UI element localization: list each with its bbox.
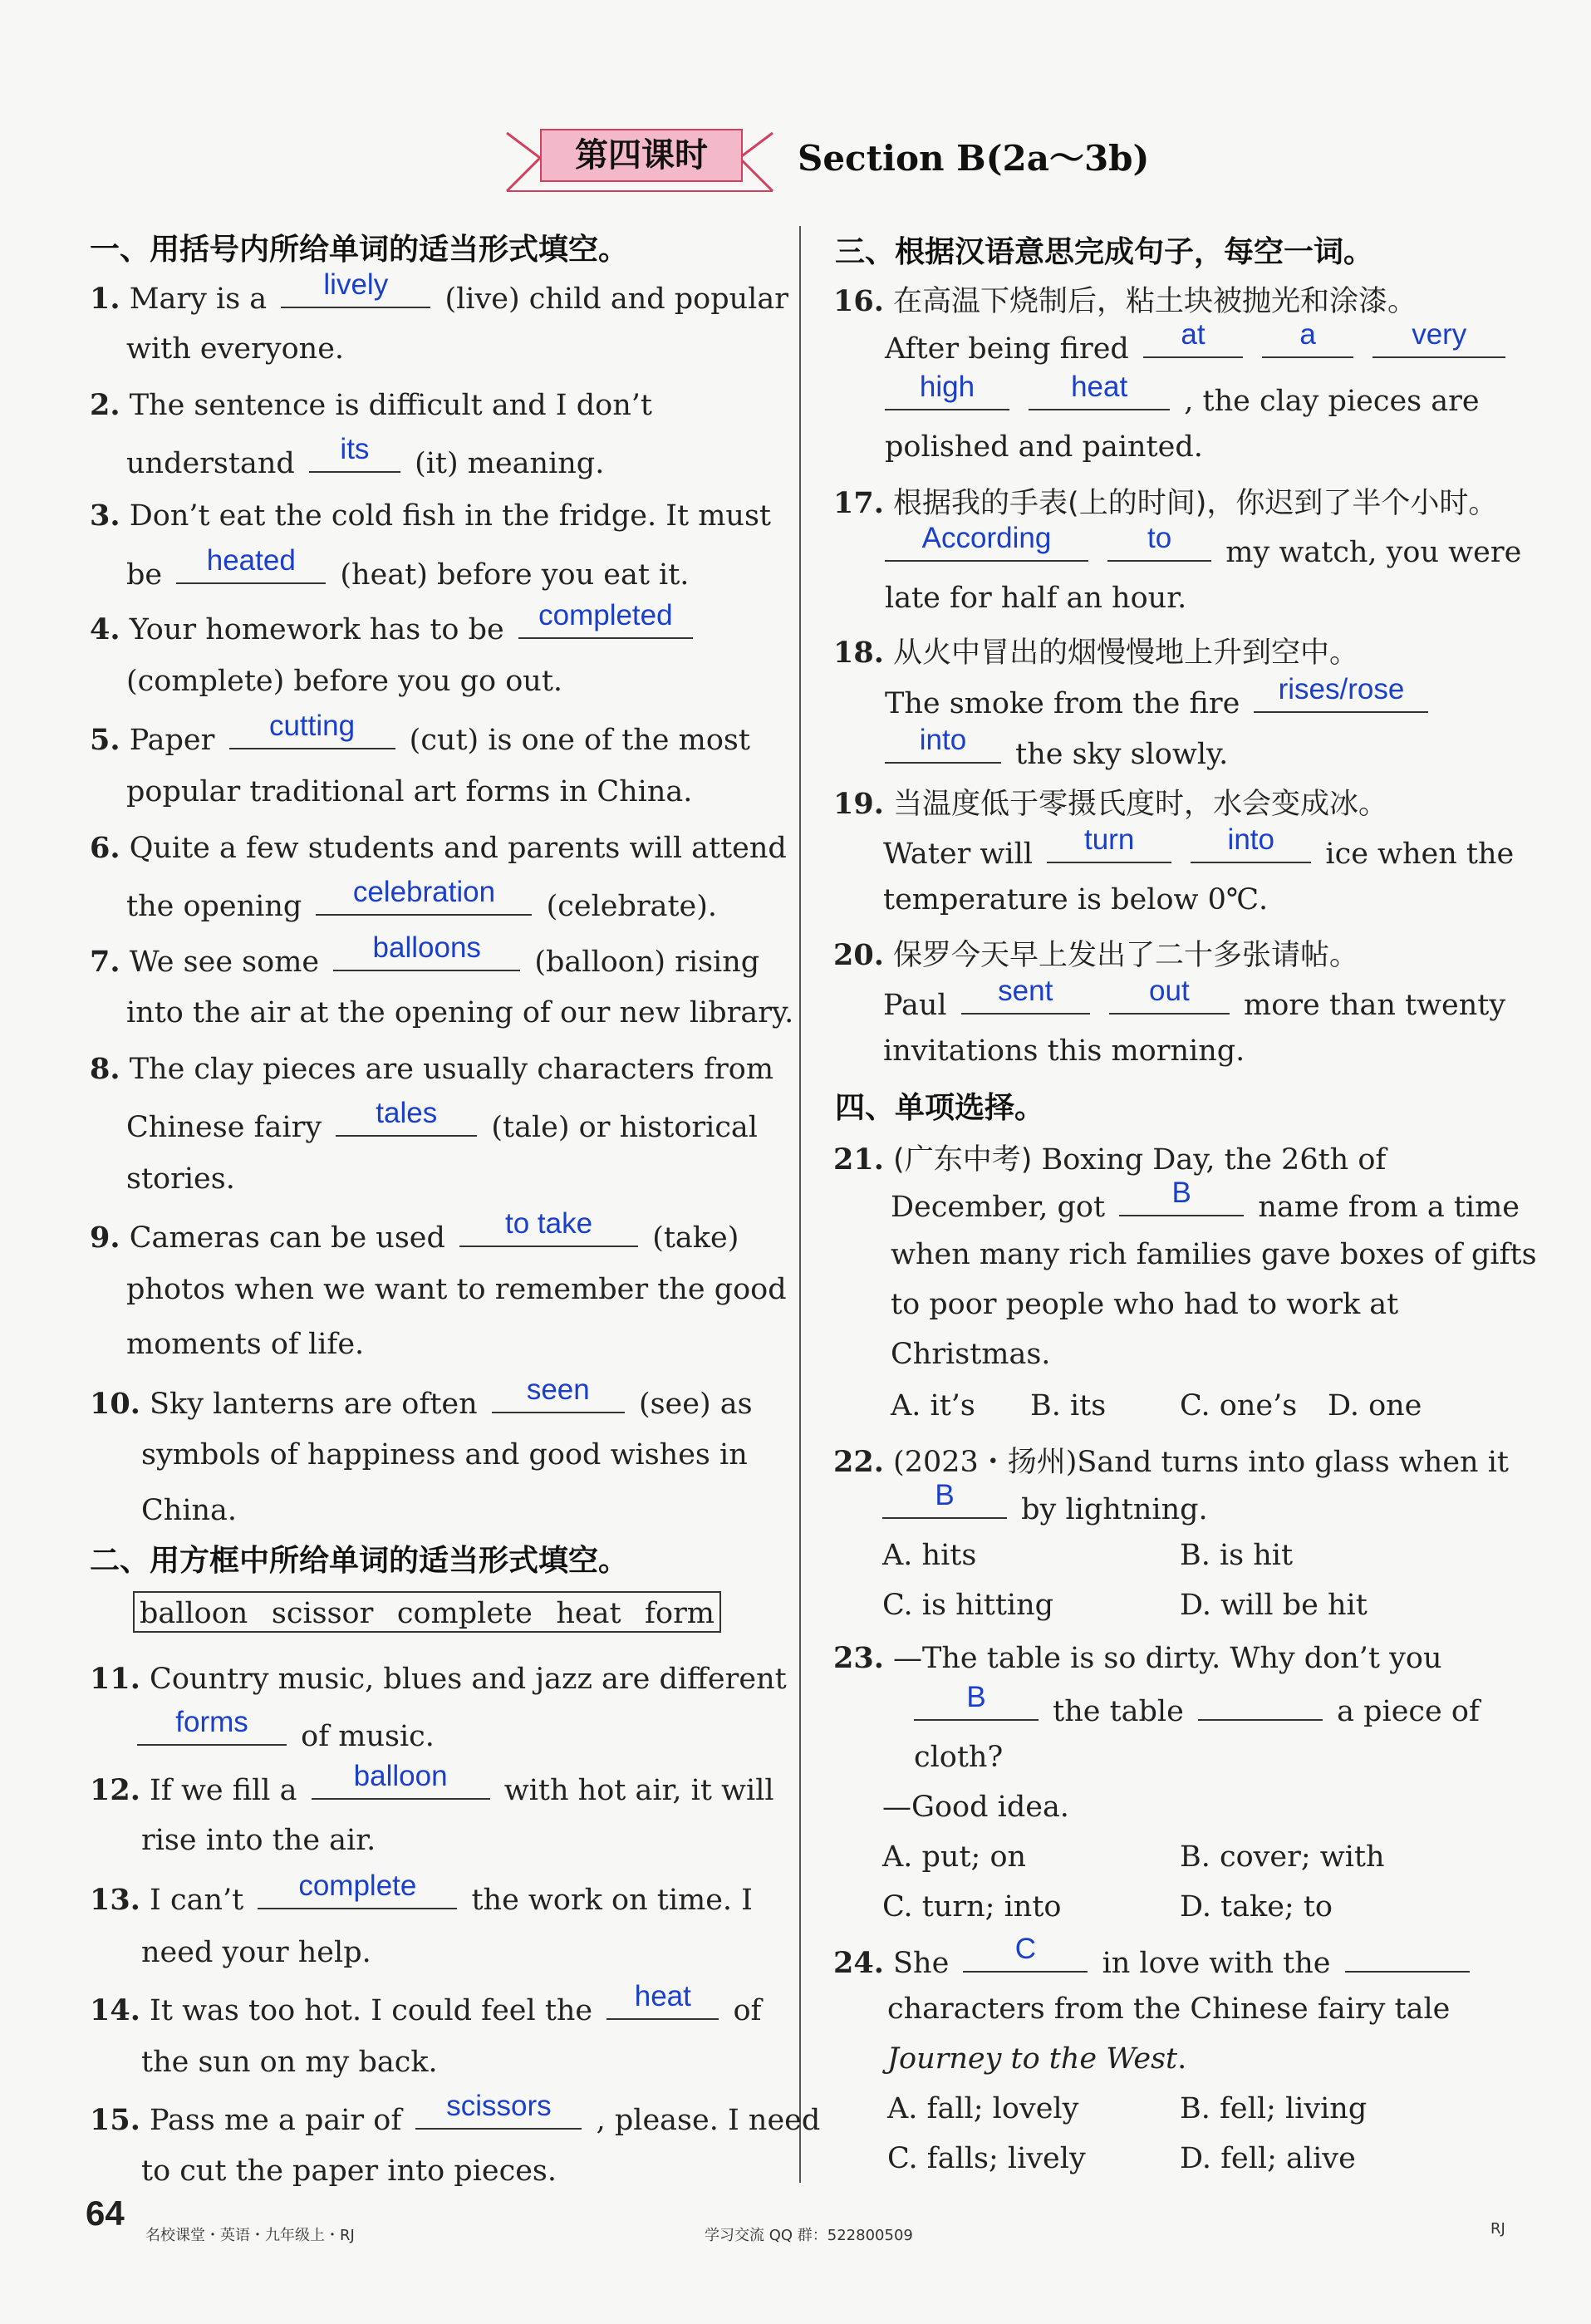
q24-num: 24. [833, 1946, 884, 1980]
column-divider [799, 226, 801, 2183]
q18-text-a: The smoke from the fire [885, 687, 1240, 720]
q10-answer: seen [526, 1373, 590, 1406]
q9-line3: moments of life. [126, 1328, 365, 1361]
q22-line1 [833, 1439, 1509, 1481]
q16-blank2[interactable] [1262, 318, 1353, 358]
q20-answer2: out [1149, 975, 1190, 1007]
q11-num: 11. [90, 1662, 140, 1696]
q22-option-d[interactable]: D. will be hit [1180, 1589, 1368, 1622]
q8-text-a: The clay pieces are usually characters from [129, 1053, 774, 1086]
q3-blank[interactable] [176, 544, 326, 584]
q23-blank2[interactable] [1198, 1691, 1323, 1721]
q22-option-a[interactable]: A. hits [882, 1539, 977, 1572]
q9-text-a: Cameras can be used [129, 1221, 445, 1255]
q19-blank1[interactable] [1047, 823, 1171, 863]
q23-text-a: —The table is so dirty. Why don’t you [893, 1642, 1442, 1675]
q15-answer: scissors [446, 2090, 552, 2122]
word-scissor: scissor [271, 1597, 374, 1630]
q23-line4: —Good idea. [882, 1791, 1069, 1824]
q14-line2: the sun on my back. [141, 2046, 438, 2079]
q13-text-a: I can’t [150, 1884, 244, 1917]
q19-text-b: ice when the [1325, 838, 1515, 871]
q23-option-d[interactable]: D. take; to [1180, 1890, 1333, 1924]
q7-line1 [90, 931, 760, 979]
q23-option-c[interactable]: C. turn; into [882, 1890, 1062, 1924]
q18-answer1: rises/rose [1278, 673, 1405, 705]
q12-text-b: with hot air, it will [503, 1774, 774, 1807]
q23-option-a[interactable]: A. put; on [882, 1840, 1027, 1874]
q18-text-b: the sky slowly. [1015, 738, 1229, 771]
q14-blank[interactable] [606, 1980, 719, 2020]
q2-text-c: (it) meaning. [415, 447, 605, 480]
q17-answer2: to [1147, 522, 1172, 554]
q20-line3: invitations this morning. [883, 1034, 1245, 1068]
q15-blank[interactable] [415, 2090, 582, 2130]
q13-blank[interactable] [258, 1870, 457, 1909]
q8-num: 8. [90, 1052, 120, 1086]
q21-option-a[interactable]: A. it’s [891, 1389, 975, 1422]
q11-blank[interactable] [137, 1706, 287, 1746]
q21-line3: when many rich families gave boxes of gifts [891, 1238, 1537, 1271]
q9-num: 9. [90, 1221, 120, 1255]
q18-blank1[interactable] [1254, 673, 1428, 713]
q2-blank[interactable] [309, 433, 400, 473]
q24-book-title: Journey to the West [887, 2042, 1178, 2076]
q9-line1 [90, 1207, 739, 1255]
q19-answer2: into [1227, 823, 1274, 856]
q20-blank1[interactable] [961, 975, 1090, 1015]
q13-answer: complete [298, 1870, 417, 1902]
q16-blank4[interactable] [885, 371, 1009, 410]
q3-text-c: (heat) before you eat it. [340, 558, 690, 592]
q23-line1 [833, 1641, 1441, 1675]
q11-text-b: of music. [301, 1720, 435, 1753]
q5-num: 5. [90, 723, 120, 757]
q1-text-a: Mary is a [129, 283, 268, 316]
q14-text-b: of [733, 1994, 762, 2027]
q6-answer: celebration [352, 876, 496, 908]
q19-num: 19. [833, 787, 884, 821]
q16-line2 [885, 318, 1510, 366]
part1-heading: 一、用括号内所给单词的适当形式填空。 [90, 233, 629, 267]
q11-line1 [90, 1662, 787, 1696]
q16-answer5: heat [1071, 371, 1128, 403]
q8-line1 [90, 1052, 773, 1086]
q17-text-a: my watch, you were [1225, 536, 1522, 569]
q1-num: 1. [90, 282, 120, 316]
q17-blank2[interactable] [1107, 522, 1211, 562]
q20-blank2[interactable] [1109, 975, 1230, 1015]
q21-text-c: name from a time [1258, 1191, 1520, 1224]
q18-chinese: 从火中冒出的烟慢慢地上升到空中。 [893, 636, 1359, 670]
q24-blank2[interactable] [1345, 1943, 1470, 1973]
q9-line2: photos when we want to remember the good [126, 1273, 787, 1306]
q5-answer: cutting [268, 710, 356, 742]
q5-line1 [90, 710, 750, 757]
q15-text-a: Pass me a pair of [150, 2104, 402, 2137]
q24-answer: C [1014, 1933, 1037, 1965]
q21-answer: B [1171, 1177, 1191, 1209]
q10-line1 [90, 1373, 753, 1421]
q24-text-e: . [1177, 2042, 1187, 2076]
q7-blank[interactable] [333, 931, 520, 971]
q24-option-a[interactable]: A. fall; lovely [887, 2092, 1079, 2125]
q24-line3 [887, 2042, 1186, 2076]
section-title: Section B(2a～3b) [798, 138, 1150, 179]
q1-line1 [90, 268, 788, 316]
q3-line1 [90, 499, 771, 533]
q15-num: 15. [90, 2103, 140, 2137]
q24-line1 [833, 1933, 1475, 1980]
q6-text-c: (celebrate). [546, 890, 718, 923]
book-info: 名校课堂・英语・九年级上・RJ [145, 2227, 355, 2244]
q11-answer: forms [175, 1706, 248, 1738]
edition-mark: RJ [1490, 2220, 1505, 2238]
q10-blank[interactable] [492, 1373, 625, 1413]
q16-line3 [885, 371, 1480, 418]
q3-num: 3. [90, 499, 120, 533]
q10-num: 10. [90, 1387, 140, 1421]
q10-text-a: Sky lanterns are often [150, 1388, 478, 1421]
q17-num: 17. [833, 486, 884, 520]
q16-answer1: at [1181, 318, 1206, 351]
q22-line2 [882, 1479, 1208, 1526]
q18-line3 [885, 724, 1229, 771]
q12-answer: balloon [353, 1760, 448, 1792]
q19-line3: temperature is below 0℃. [883, 883, 1269, 916]
q16-chinese: 在高温下烧制后，粘土块被抛光和涂漆。 [893, 285, 1417, 318]
q4-line1 [90, 599, 698, 646]
q19-blank2[interactable] [1191, 823, 1311, 863]
q23-answer: B [966, 1681, 986, 1713]
part2-heading: 二、用方框中所给单词的适当形式填空。 [90, 1544, 629, 1578]
q20-num: 20. [833, 938, 884, 972]
q7-num: 7. [90, 945, 120, 979]
q12-num: 12. [90, 1773, 140, 1807]
q13-line2: need your help. [141, 1936, 371, 1969]
q14-num: 14. [90, 1993, 140, 2027]
q16-blank1[interactable] [1143, 318, 1243, 358]
q24-option-c[interactable]: C. falls; lively [887, 2142, 1086, 2175]
q1-text-b: (live) child and popular [444, 283, 788, 316]
q15-line2: to cut the paper into pieces. [141, 2154, 557, 2188]
q21-text-a: Boxing Day, the 26th of [1041, 1143, 1387, 1177]
q24-blank1[interactable] [963, 1933, 1088, 1973]
q21-blank[interactable] [1119, 1177, 1244, 1216]
q9-answer: to take [505, 1207, 593, 1240]
qq-group-info: 学习交流 QQ 群：522800509 [705, 2227, 913, 2244]
q5-blank[interactable] [229, 710, 395, 749]
q3-answer: heated [206, 544, 296, 577]
word-balloon: balloon [140, 1597, 248, 1630]
q24-option-b[interactable]: B. fell; living [1180, 2092, 1368, 2125]
q18-num: 18. [833, 636, 884, 670]
q5-text-a: Paper [129, 724, 215, 757]
q21-text-b: December, got [891, 1191, 1106, 1224]
q16-blank3[interactable] [1372, 318, 1505, 358]
q8-text-c: (tale) or historical [491, 1111, 758, 1144]
q8-answer: tales [376, 1097, 438, 1129]
q7-text-a: We see some [129, 946, 320, 979]
q9-text-b: (take) [652, 1221, 739, 1255]
q18-line1 [833, 630, 1358, 671]
q8-line2 [126, 1097, 758, 1144]
q23-line2 [914, 1681, 1480, 1728]
q23-text-c: a piece of [1337, 1695, 1480, 1728]
q13-num: 13. [90, 1883, 140, 1917]
q23-text-b: the table [1053, 1695, 1184, 1728]
q19-line1 [833, 781, 1387, 823]
q5-text-b: (cut) is one of the most [409, 724, 750, 757]
q17-chinese: 根据我的手表(上的时间)，你迟到了半个小时。 [893, 487, 1498, 520]
q21-num: 21. [833, 1142, 884, 1177]
q21-option-d[interactable]: D. one [1328, 1389, 1422, 1422]
word-complete: complete [396, 1597, 533, 1630]
word-form: form [645, 1597, 714, 1630]
q13-line1 [90, 1870, 753, 1917]
q8-line3: stories. [126, 1162, 235, 1196]
q6-text-a: Quite a few students and parents will attend [129, 832, 787, 865]
q16-num: 16. [833, 284, 884, 318]
q2-answer: its [340, 433, 370, 465]
part3-heading: 三、根据汉语意思完成句子，每空一词。 [835, 235, 1374, 269]
q16-answer3: very [1412, 318, 1467, 351]
q8-text-b: Chinese fairy [126, 1111, 322, 1144]
q12-text-a: If we fill a [150, 1774, 297, 1807]
q21-source: (广东中考) [893, 1143, 1033, 1177]
q20-line2 [883, 975, 1506, 1022]
q22-num: 22. [833, 1445, 884, 1479]
q22-text-a: (2023・扬州)Sand turns into glass when it [893, 1446, 1509, 1479]
q2-text-a: The sentence is difficult and I don’t [129, 389, 652, 422]
q20-text-a: Paul [883, 989, 947, 1022]
q1-answer: lively [323, 268, 389, 301]
q22-option-b[interactable]: B. is hit [1180, 1539, 1294, 1572]
q10-line3: China. [141, 1494, 238, 1527]
q22-text-b: by lightning. [1021, 1493, 1208, 1526]
q7-line2: into the air at the opening of our new library. [126, 996, 794, 1029]
q12-line2: rise into the air. [141, 1824, 376, 1857]
q11-text-a: Country music, blues and jazz are different [150, 1663, 787, 1696]
q4-line2: (complete) before you go out. [126, 665, 563, 698]
q20-line1 [833, 932, 1358, 974]
q24-line2: characters from the Chinese fairy tale [887, 1992, 1451, 2026]
q2-text-b: understand [126, 447, 295, 480]
part4-heading: 四、单项选择。 [835, 1091, 1045, 1125]
q19-line2 [883, 823, 1515, 871]
q10-line2: symbols of happiness and good wishes in [141, 1438, 748, 1472]
q15-line1 [90, 2090, 821, 2137]
q20-answer1: sent [998, 975, 1053, 1007]
q6-line2 [126, 876, 718, 923]
q16-text-b: , the clay pieces are [1184, 385, 1480, 418]
q18-blank2[interactable] [885, 724, 1001, 764]
q15-text-b: , please. I need [596, 2104, 821, 2137]
q23-line3: cloth? [914, 1741, 1004, 1774]
lesson-title: 第四课时 [540, 129, 743, 182]
page-number: 64 [86, 2194, 125, 2233]
word-heat: heat [556, 1597, 621, 1630]
word-box [133, 1591, 721, 1633]
q7-text-b: (balloon) rising [534, 946, 760, 979]
q21-line1 [833, 1137, 1386, 1178]
q14-line1 [90, 1980, 762, 2027]
q22-option-c[interactable]: C. is hitting [882, 1589, 1054, 1622]
q19-answer1: turn [1083, 823, 1135, 856]
q14-text-a: It was too hot. I could feel the [150, 1994, 593, 2027]
q16-answer4: high [919, 371, 975, 403]
q17-line2 [885, 522, 1522, 569]
q21-line5: Christmas. [891, 1338, 1051, 1371]
q12-line1 [90, 1760, 774, 1807]
q7-answer: balloons [372, 931, 481, 964]
q1-line2: with everyone. [126, 332, 345, 366]
q21-option-b[interactable]: B. its [1030, 1389, 1107, 1422]
q24-text-b: in love with the [1102, 1947, 1331, 1980]
q9-blank[interactable] [459, 1207, 638, 1247]
q4-text-a: Your homework has to be [129, 613, 504, 646]
q17-blank1[interactable] [885, 522, 1088, 562]
q19-text-a: Water will [883, 838, 1033, 871]
q17-line3: late for half an hour. [885, 582, 1187, 615]
q24-text-a: She [893, 1947, 950, 1980]
q4-num: 4. [90, 612, 120, 646]
q21-line2 [891, 1177, 1520, 1224]
q17-line1 [833, 480, 1497, 522]
q11-line2 [137, 1706, 435, 1753]
q2-line2 [126, 433, 605, 480]
q16-blank5[interactable] [1029, 371, 1170, 410]
q5-line2: popular traditional art forms in China. [126, 775, 693, 808]
q23-option-b[interactable]: B. cover; with [1180, 1840, 1385, 1874]
q23-num: 23. [833, 1641, 884, 1675]
q23-blank1[interactable] [914, 1681, 1039, 1721]
q3-line2 [126, 544, 690, 592]
q6-text-b: the opening [126, 890, 302, 923]
q1-blank[interactable] [281, 268, 430, 308]
q6-line1 [90, 831, 787, 865]
q13-text-b: the work on time. I [471, 1884, 753, 1917]
q16-line1 [833, 278, 1417, 320]
q17-answer1: According [921, 522, 1052, 554]
q10-text-b: (see) as [638, 1388, 753, 1421]
q8-blank[interactable] [336, 1097, 477, 1137]
q24-option-d[interactable]: D. fell; alive [1180, 2142, 1356, 2175]
q3-text-a: Don’t eat the cold fish in the fridge. It must [129, 499, 771, 533]
q4-answer: completed [538, 599, 673, 631]
q21-option-c[interactable]: C. one’s [1180, 1389, 1298, 1422]
q22-answer: B [935, 1479, 955, 1511]
q21-line4: to poor people who had to work at [891, 1288, 1399, 1321]
q18-line2 [885, 673, 1433, 720]
q16-line4: polished and painted. [885, 430, 1203, 464]
q22-blank[interactable] [882, 1479, 1007, 1519]
q20-text-b: more than twenty [1244, 989, 1506, 1022]
q19-chinese: 当温度低于零摄氏度时，水会变成冰。 [893, 788, 1388, 821]
q20-chinese: 保罗今天早上发出了二十多张请帖。 [893, 939, 1359, 972]
q2-line1 [90, 388, 771, 422]
q16-answer2: a [1299, 318, 1316, 351]
q14-answer: heat [634, 1980, 691, 2012]
q2-num: 2. [90, 388, 120, 422]
q12-blank[interactable] [312, 1760, 490, 1800]
q6-blank[interactable] [316, 876, 532, 916]
q18-answer2: into [919, 724, 967, 756]
q6-num: 6. [90, 831, 120, 865]
q3-text-b: be [126, 558, 163, 592]
q16-text-a: After being fired [885, 332, 1129, 366]
q4-blank[interactable] [518, 599, 693, 639]
